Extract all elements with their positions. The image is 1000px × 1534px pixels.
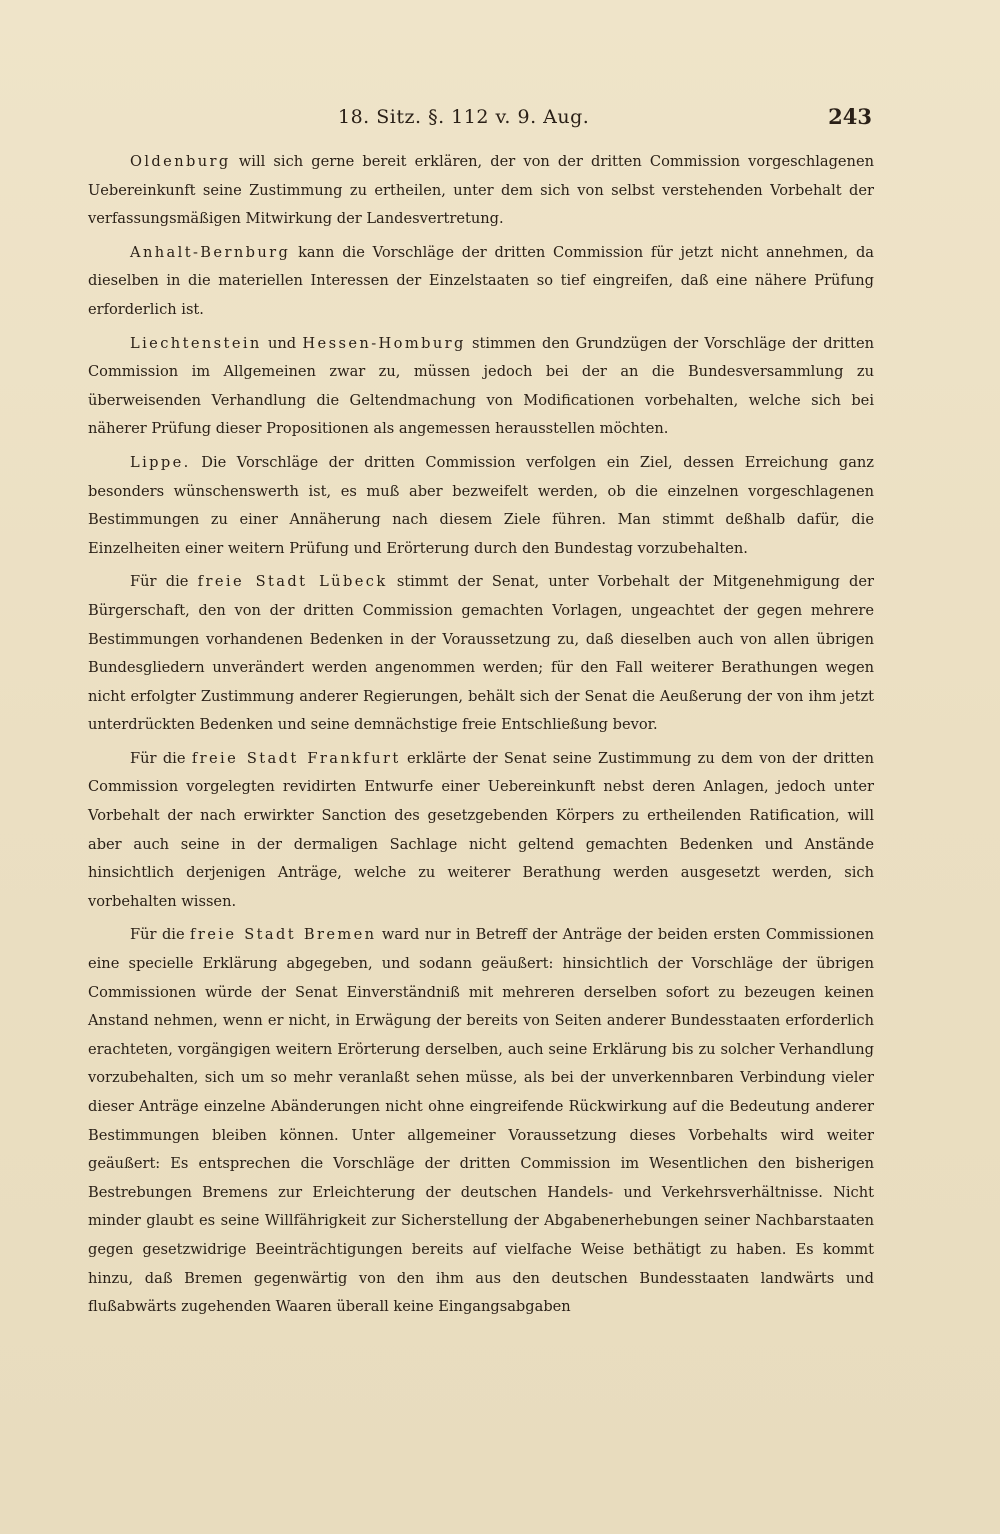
- state-name-second: Hessen-Homburg: [302, 334, 466, 352]
- page-number: 243: [828, 104, 872, 129]
- paragraph-liechtenstein-hessen-homburg: [88, 330, 874, 444]
- state-name: Lippe.: [130, 453, 191, 471]
- paragraph-text: stimmen den Grundzügen der Vorschläge der dritten Commission im Allgemeinen zwar zu, müssen jedoch bei der an die Bundesversammlung zu überweisenden Verhandlung die Geltendmachung von Modificationen vorbehalten, welche sich bei näherer Prüfung dieser Propositionen als angemessen herausstellen möchten.: [88, 334, 875, 438]
- state-name: Anhalt-Bernburg: [130, 243, 291, 261]
- paragraph-anhalt-bernburg: [88, 239, 874, 325]
- state-name: Liechtenstein: [130, 334, 262, 352]
- paragraph-text: Die Vorschläge der dritten Commission verfolgen ein Ziel, dessen Erreichung ganz besonders wünschenswerth ist, es muß aber bezweifelt werden, ob die einzelnen vorgeschlagenen Bestimmungen zu einer Annäherung nach diesem Ziele führen. Man stimmt deßhalb dafür, die Einzelheiten einer weitern Prüfung und Erörterung durch den Bundestag vorzubehalten.: [88, 453, 874, 557]
- paragraph-frankfurt: [88, 745, 874, 917]
- paragraph-luebeck: [88, 568, 874, 740]
- state-name: freie Stadt Frankfurt: [191, 749, 401, 767]
- running-head: [88, 100, 874, 148]
- paragraph-oldenburg: [88, 148, 874, 234]
- paragraph-prefix: Für die: [130, 749, 192, 767]
- running-head-title: 18. Sitz. §. 112 v. 9. Aug.: [338, 106, 590, 128]
- paragraph-bremen: [88, 921, 874, 1321]
- paragraph-text: kann die Vorschläge der dritten Commission für jetzt nicht annehmen, da dieselben in die materiellen Interessen der Einzelstaaten so tief eingreifen, daß eine nähere Prüfung erforderlich ist.: [88, 243, 874, 318]
- state-name: freie Stadt Bremen: [190, 926, 377, 944]
- paragraph-text: will sich gerne bereit erklären, der von der dritten Commission vorgeschlagenen Uebereinkunft seine Zustimmung zu ertheilen, unter dem sich von selbst verstehenden Vorbehalt der verfassungsmäßigen Mitwirkung der Landesvertretung.: [88, 153, 874, 228]
- paragraph-text: erklärte der Senat seine Zustimmung zu dem von der dritten Commission vorgelegten revidirten Entwurfe einer Uebereinkunft nebst deren Anlagen, jedoch unter Vorbehalt der nach erwirkter Sanction des gesetzgebenden Körpers zu ertheilenden Ratification, will aber auch seine in der dermaligen Sachlage nicht geltend gemachten Bedenken und Anstände hinsichtlich derjenigen Anträge, welche zu weiterer Berathung werden ausgesetzt werden, sich vorbehalten wissen.: [88, 749, 874, 910]
- paragraph-lippe: [88, 449, 874, 563]
- text-block: [88, 100, 874, 1327]
- state-name: freie Stadt Lübeck: [197, 573, 388, 591]
- paragraph-prefix: Für die: [130, 926, 191, 944]
- paragraph-text: stimmt der Senat, unter Vorbehalt der Mitgenehmigung der Bürgerschaft, den von der dritten Commission gemachten Vorlagen, ungeachtet der gegen mehrere Bestimmungen vorhandenen Bedenken in der Voraussetzung zu, daß dieselben auch von allen übrigen Bundesgliedern unverändert werden angenommen werden; für den Fall weiterer Berathungen wegen nicht erfolgter Zustimmung anderer Regierungen, behält sich der Senat die Aeußerung der von ihm jetzt unterdrückten Bedenken und seine demnächstige freie Entschließung bevor.: [88, 573, 874, 734]
- paragraph-prefix: Für die: [130, 573, 198, 591]
- state-name: Oldenburg: [130, 153, 231, 170]
- paragraph-text: ward nur in Betreff der Anträge der beiden ersten Commissionen eine specielle Erklärung abgegeben, und sodann geäußert: hinsichtlich der Vorschläge der übrigen Commissionen würde der Senat Einverständniß mit mehreren derselben sofort zu bezeugen keinen Anstand nehmen, wenn er nicht, in Erwägung der bereits von Seiten anderer Bundesstaaten erforderlich erachteten, vorgängigen weitern Erörterung derselben, auch seine Erklärung bis zu solcher Verhandlung vorzubehalten, sich um so mehr veranlaßt sehen müsse, als bei der unverkennbaren Verbindung vieler dieser Anträge einzelne Abänderungen nicht ohne eingreifende Rückwirkung auf die Bedeutung anderer Bestimmungen bleiben können. Unter allgemeiner Voraussetzung dieses Vorbehalts wird weiter geäußert: Es entsprechen die Vorschläge der dritten Commission im Wesentlichen den bisherigen Bestrebungen Bremens zur Erleichterung der deutschen Handels- und Verkehrsverhältnisse. Nicht minder glaubt es seine Willfährigkeit zur Sicherstellung der Abgabenerhebungen seiner Nachbarstaaten gegen gesetzwidrige Beeinträchtigungen bereits auf vielfache Weise bethätigt zu haben. Es kommt hinzu, daß Bremen gegenwärtig von den ihm aus den deutschen Bundesstaaten landwärts und flußabwärts zugehenden Waaren überall keine Eingangsabgaben: [88, 926, 874, 1316]
- connector-text: und: [261, 334, 303, 352]
